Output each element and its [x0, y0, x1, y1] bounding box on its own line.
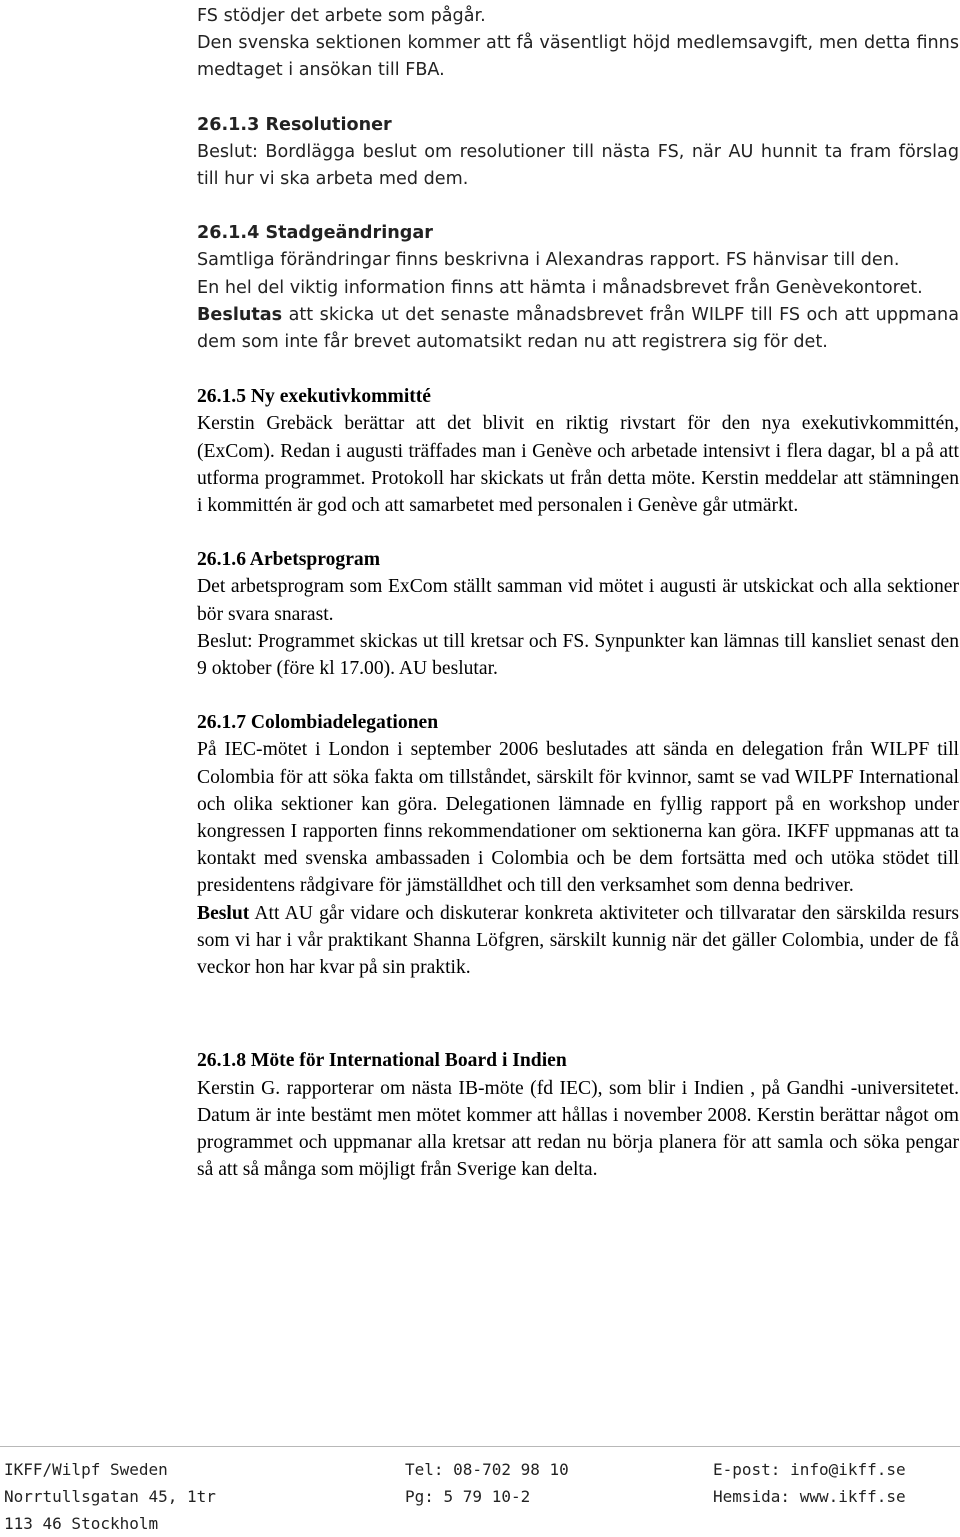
document-body: [197, 0, 959, 1183]
section-body-stadgeandringar-3: [197, 302, 959, 356]
intro-paragraph: Den svenska sektionen kommer att få väsentligt höjd medlemsavgift, men detta finns medtaget i ansökan till FBA.: [197, 33, 959, 81]
section-body-colombiadelegationen-2: [197, 900, 959, 982]
section-body-stadgeandringar-2: En hel del viktig information finns att hämta i månadsbrevet från Genèvekontoret.: [197, 277, 923, 298]
section-heading-exekutivkommitte: 26.1.5 Ny exekutivkommitté: [197, 386, 432, 408]
decision-label: Beslutas: [197, 304, 283, 325]
section-body-exekutivkommitte: Kerstin Grebäck berättar att det blivit en riktig rivstart för den nya exekutivkommittén, (ExCom). Redan i augusti träffades man i Genève och arbetade intensivt i flera dagar, bl a på att utforma programmet. Protokoll har skickats ut från detta möte. Kerstin meddelar att stämningen i kommittén är god och att samarbetet med personalen i Genève går utmärkt.: [197, 413, 959, 517]
section-body-international-board: Kerstin G. rapporterar om nästa IB-möte (fd IEC), som blir i Indien , på Gandhi -universitetet. Datum är inte bestämt men mötet kommer att hållas i november 2008. Kerstin berättar något om programmet och uppmanar alla kretsar att redan nu börja planera för att samla och söka pengar så att så många som möjligt från Sverige kan delta.: [197, 1077, 959, 1181]
intro-line: FS stödjer det arbete som pågår.: [197, 6, 486, 26]
footer-divider: [0, 1446, 960, 1447]
section-heading-international-board: 26.1.8 Möte för International Board i Indien: [197, 1050, 567, 1072]
decision-text: Att AU går vidare och diskuterar konkreta aktiviteter och tillvaratar den särskilda resurs som vi har i vår praktikant Shanna Löfgren, särskilt kunnig när det gäller Colombia, under de få veckor hon har kvar på sin praktik.: [197, 902, 959, 979]
section-body-arbetsprogram-2: Beslut: Programmet skickas ut till kretsar och FS. Synpunkter kan lämnas till kansliet senast den 9 oktober (före kl 17.00). AU beslutar.: [197, 630, 959, 680]
footer-org: IKFF/Wilpf Sweden: [4, 1460, 168, 1479]
footer-phone: Tel: 08-702 98 10: [405, 1460, 569, 1479]
footer-street: Norrtullsgatan 45, 1tr: [4, 1487, 216, 1506]
decision-label: Beslut: [197, 902, 250, 924]
decision-text: att skicka ut det senaste månadsbrevet från WILPF till FS och att uppmana dem som inte får brevet automatsikt redan nu att registrera sig för det.: [197, 304, 959, 353]
footer-website: Hemsida: www.ikff.se: [713, 1487, 906, 1506]
footer-email: E-post: info@ikff.se: [713, 1460, 906, 1479]
section-heading-resolutioner: 26.1.3 Resolutioner: [197, 114, 392, 135]
section-body-arbetsprogram-1: Det arbetsprogram som ExCom ställt samman vid mötet i augusti är utskickat och alla sektioner bör svara snarast.: [197, 576, 959, 625]
section-heading-colombiadelegationen: 26.1.7 Colombiadelegationen: [197, 712, 439, 734]
section-heading-stadgeandringar: 26.1.4 Stadgeändringar: [197, 223, 433, 244]
footer-postgiro: Pg: 5 79 10-2: [405, 1487, 531, 1506]
section-body-colombiadelegationen-1: På IEC-mötet i London i september 2006 beslutades att sända en delegation från WILPF till Colombia för att söka fakta om tillståndet, särskilt för kvinnor, samt se vad WILPF International och olika sektioner kan göra. Delegationen lämnade en fyllig rapport på en workshop under kongressen I rapporten finns rekommendationer om sektionerna kan göra. IKFF uppmanas att ta kontakt med svenska ambassaden i Colombia och be dem fortsätta med och utöka stödet till presidentens rådgivare för jämställdhet och till den verksamhet som denna bedriver.: [197, 739, 959, 897]
section-body-stadgeandringar-1: Samtliga förändringar finns beskrivna i Alexandras rapport. FS hänvisar till den.: [197, 250, 900, 271]
footer-city: 113 46 Stockholm: [4, 1514, 159, 1533]
section-body-resolutioner: Beslut: Bordlägga beslut om resolutioner till nästa FS, när AU hunnit ta fram förslag till hur vi ska arbeta med dem.: [197, 141, 959, 190]
page-footer: [0, 1456, 960, 1537]
section-heading-arbetsprogram: 26.1.6 Arbetsprogram: [197, 549, 381, 571]
